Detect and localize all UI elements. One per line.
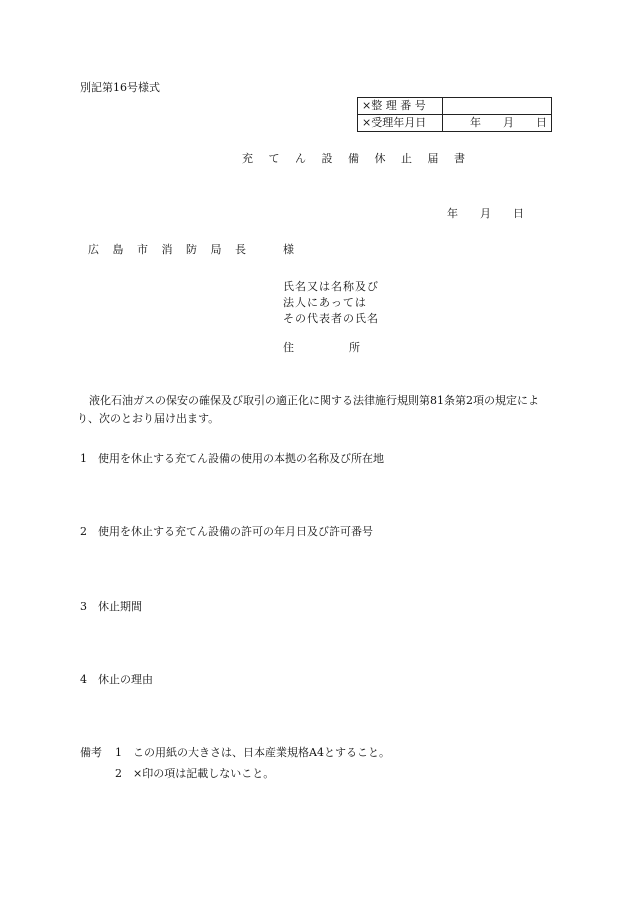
- note-1: 1 この用紙の大きさは、日本産業規格A4とすること。: [115, 746, 390, 759]
- item-1-location: 1 使用を休止する充てん設備の使用の本拠の名称及び所在地: [80, 452, 384, 465]
- reference-number-label: ×整 理 番 号: [358, 98, 443, 115]
- applicant-name-block: [283, 279, 379, 327]
- applicant-label-line3: その代表者の氏名: [283, 312, 379, 325]
- addressee: 広 島 市 消 防 局 長 様: [88, 243, 299, 256]
- table-row: [358, 98, 552, 115]
- office-use-table: [357, 97, 552, 132]
- submission-date: 年 月 日: [447, 207, 524, 220]
- item-4-suspension-reason: 4 休止の理由: [80, 673, 153, 686]
- receipt-date-label: ×受理年月日: [358, 115, 443, 132]
- form-number: 別記第16号様式: [80, 81, 160, 94]
- applicant-label-line1: 氏名又は名称及び: [283, 280, 379, 293]
- item-2-permit: 2 使用を休止する充てん設備の許可の年月日及び許可番号: [80, 525, 373, 538]
- applicant-label-line2: 法人にあっては: [283, 296, 367, 309]
- item-3-suspension-period: 3 休止期間: [80, 600, 142, 613]
- body-paragraph: 液化石油ガスの保安の確保及び取引の適正化に関する法律施行規則第81条第2項の規定により、次のとおり届け出ます。: [77, 394, 539, 425]
- note-2: 2 ×印の項は記載しないこと。: [115, 767, 275, 780]
- table-row: [358, 115, 552, 132]
- notes-label: 備考: [80, 746, 102, 759]
- document-title: 充 て ん 設 備 休 止 届 書: [242, 152, 471, 165]
- receipt-date-field: 年 月 日: [443, 115, 552, 132]
- address-label: 住 所: [283, 341, 360, 354]
- reference-number-field: [443, 98, 552, 115]
